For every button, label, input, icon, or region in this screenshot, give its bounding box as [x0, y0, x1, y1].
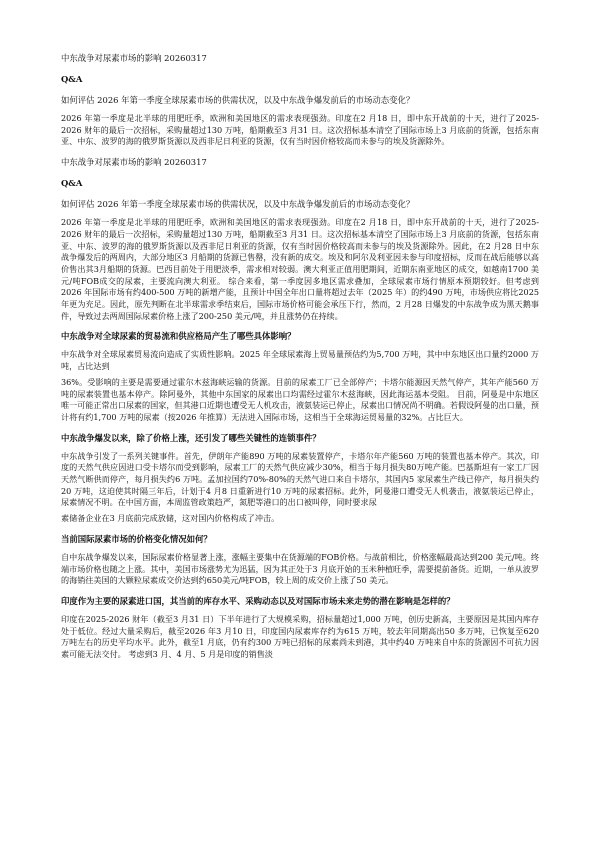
answer-paragraph: 中东战争对全球尿素贸易流向造成了实质性影响。2025 年全球尿素海上贸易量预估约为5,700 万吨，其中中东地区出口量约2000 万吨，占比达到 [61, 349, 539, 372]
answer-paragraph: 自中东战争爆发以来，国际尿素价格显著上涨，涨幅主要集中在货源端的FOB价格。与战前相比，价格涨幅最高达到200 美元/吨。终端市场价格也随之上涨。其中，美国市场涨势尤为迅猛，因为其正处于3 月底开始的玉米种植旺季，需要提前备货。近期，一单从波罗的海销往美国的大颗粒尿素成交价达到约650美元/吨FOB，较上周的成交价上涨了50 美元。 [61, 551, 539, 586]
qa-label: Q&A [61, 74, 83, 84]
answer-paragraph: 36%。受影响的主要是需要通过霍尔木兹海峡运输的货源。目前的尿素工厂已全部停产；卡塔尔能源因天然气停产，其年产能560 万吨的尿素装置也基本停产。除阿曼外，其他中东国家的尿素出口均需经过霍尔木兹海峡，因此海运基本受阻。 目前，阿曼是中东地区唯一可能正常出口尿素的国家，但其港口近期也遭受无人机攻击，液氨装运已停止，尿素出口情况尚不明确。若假设阿曼的出口量，预计将有约1,700 万吨的尿素（按2026 年推算）无法进入国际市场，这相当于全球海运贸易量的32%。占比巨大。 [61, 376, 539, 422]
section-question: 印度作为主要的尿素进口国，其当前的库存水平、采购动态以及对国际市场未来走势的潜在影响是怎样的？ [61, 595, 455, 606]
answer-paragraph: 素储备企业在3 月底前完成放储，这对国内价格构成了冲击。 [61, 513, 280, 524]
answer-paragraph: 印度在2025-2026 财年（截至3 月31 日）下半年进行了大规模采购，招标量超过1,000 万吨，创历史新高，主要原因是其国内库存处于低位。经过大量采购后，截至2026 年3 月10 日，印度国内尿素库存约为615 万吨，较去年同期高出50 多万吨，已恢复至620 万吨左右的历史平均水平。此外，截至1 月底，仍有约300 万吨已招标的尿素尚未到港，其中约40 万吨来自中东的货源因不可抗力因素可能无法交付。 考虑到3 月、4 月、5 月是印度的销售淡 [61, 613, 539, 660]
question: 如何评估 2026 年第一季度全球尿素市场的供需状况，以及中东战争爆发前后的市场动态变化？ [61, 199, 415, 210]
section-question: 中东战争对全球尿素的贸易流和供应格局产生了哪些具体影响？ [61, 331, 296, 342]
answer-paragraph: 中东战争引发了一系列关键事件。首先，伊朗年产能890 万吨的尿素装置停产，卡塔尔年产能560 万吨的装置也基本停产。其次，印度的天然气供应因进口受卡塔尔而受到影响，尿素工厂的天然气供应减少30%，相当于每月损失80万吨产能。巴基斯坦有一家工厂因天然气断供而停产，每月损失约6 万吨。孟加拉国约70%-80%的天然气进口来自卡塔尔，其国内5 家尿素生产线已停产，每月损失约20 万吨，这迫使其时隔三年后，计划于4 月8 日重新进行10 万吨的尿素招标。此外，阿曼港口遭受无人机袭击，液氨装运已停止，尿素情况不明。在中国方面，本周监管政策趋严，氮肥等港口的出口被叫停，同时要求尿 [61, 450, 539, 508]
section-question: 中东战争爆发以来，除了价格上涨，还引发了哪些关键性的连锁事件？ [61, 432, 321, 443]
document-title: 中东战争对尿素市场的影响 20260317 [61, 157, 207, 168]
section-question: 当前国际尿素市场的价格变化情况如何？ [61, 533, 212, 544]
answer-paragraph: 2026 年第一季度是北半球的用肥旺季，欧洲和美国地区的需求表现强劲。印度在2 月18 日，即中东开战前的十天，进行了2025-2026 财年的最后一次招标，采购量超过130 万吨，船期截至3 月31 日。这次招标基本清空了国际市场上3 月底前的货源，包括东南亚、中东、波罗的海的俄罗斯货源以及西非尼日利亚的货源，仅有当时因价格较高而未参与的埃及货源除外。 [61, 113, 539, 147]
answer-paragraph: 2026 年第一季度是北半球的用肥旺季，欧洲和美国地区的需求表现强劲。印度在2 月18 日，即中东开战前的十天，进行了2025-2026 财年的最后一次招标，采购量超过130 万吨，船期截至3 月31 日。这次招标基本清空了国际市场上3 月底前的货源，包括东南亚、中东、波罗的海的俄罗斯货源以及西非尼日利亚的货源，仅有当时因价格较高而未参与的埃及货源除外。因此，在2 月28 日中东战争爆发后的两周内，大部分地区3 月船期的货源已售罄，没有新的成交。埃及和阿尔及利亚因未参与印度招标，反而在战后能够以高价售出其3月船期的货源。巴西目前处于用肥淡季，需求相对较弱。澳大利亚正值用肥期间，近期东南亚地区的成交，如越南1700 美元/吨FOB成交的尿素，主要流向澳大利亚。 综合来看，第一季度因多地区需求叠加，全球尿素市场行情原本预期较好。但考虑到2026 年国际市场有约400-500 万吨的新增产能，且预计中国全年出口量将超过去年（2025 年）的约490 万吨，市场供应将比2025 年更为充足。因此，原先判断在北半球需求季结束后，国际市场价格可能会承压下行，然而，2 月28 日爆发的中东战争成为黑天鹅事件，导致过去两周国际尿素价格上涨了200-250 美元/吨，并且涨势仍在持续。 [61, 217, 539, 321]
document-page [61, 52, 539, 669]
question: 如何评估 2026 年第一季度全球尿素市场的供需状况，以及中东战争爆发前后的市场动态变化？ [61, 95, 415, 105]
document-title: 中东战争对尿素市场的影响 20260317 [61, 53, 207, 63]
qa-label: Q&A [61, 178, 83, 189]
